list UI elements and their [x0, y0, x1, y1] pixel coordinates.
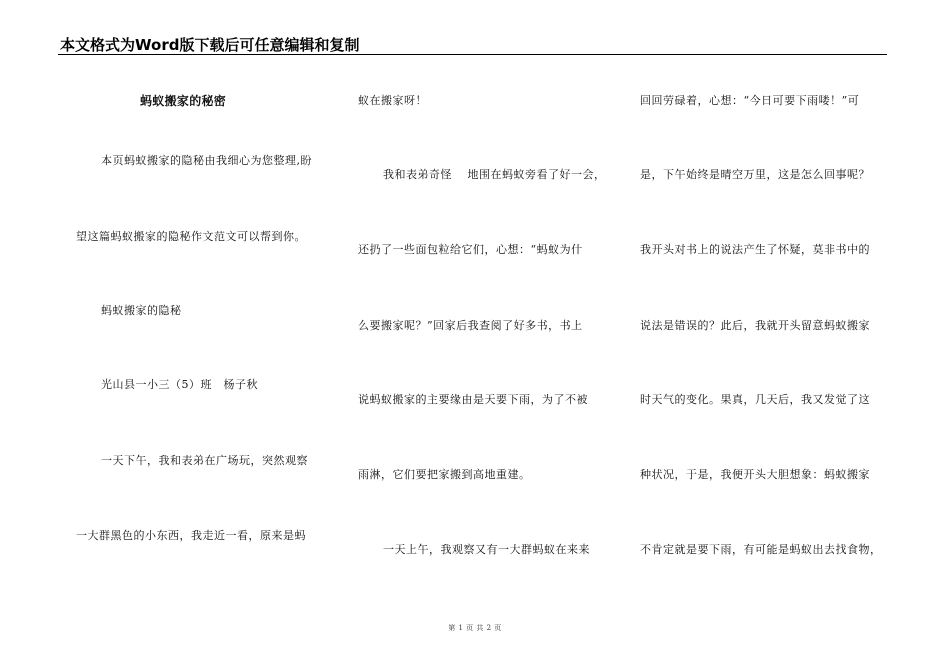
paragraph-line: 我开头对书上的说法产生了怀疑，莫非书中的	[640, 243, 870, 256]
header-title: 本文格式为Word版下载后可任意编辑和复制	[60, 36, 360, 54]
paragraph-line: 还扔了一些面包粒给它们，心想：“蚂蚁为什	[358, 243, 583, 256]
header-divider	[58, 54, 887, 55]
paragraph-line: 时天气的变化。果真，几天后，我又发觉了这	[640, 393, 870, 406]
paragraph-line: 说蚂蚁搬家的主要缘由是天要下雨，为了不被	[358, 393, 588, 406]
paragraph-line: 回回劳碌着，心想：“今日可要下雨喽！”可	[640, 94, 860, 107]
paragraph-line: 本页蚂蚁搬家的隐秘由我细心为您整理,盼	[101, 154, 312, 167]
paragraph-line: 光山县一小三（5）班 杨子秋	[101, 378, 258, 391]
paragraph-line: 说法是错误的？此后，我就开头留意蚂蚁搬家	[640, 319, 870, 332]
paragraph-line: 不肯定就是要下雨，有可能是蚂蚁出去找食物，	[640, 543, 882, 556]
paragraph-line: 雨淋，它们要把家搬到高地重建。	[358, 468, 531, 481]
paragraph-line: 蚂蚁搬家的隐秘	[101, 304, 182, 317]
paragraph-line: 一天上午，我观察又有一大群蚂蚁在来来	[383, 543, 590, 556]
paragraph-line: 一天下午，我和表弟在广场玩，突然观察	[101, 454, 308, 467]
paragraph-line: 一大群黑色的小东西，我走近一看，原来是蚂	[76, 529, 306, 542]
paragraph-line: 是，下午始终是晴空万里，这是怎么回事呢？	[640, 168, 870, 181]
document-title: 蚂蚁搬家的秘密	[140, 94, 227, 108]
page-number: 第 1 页 共 2 页	[448, 624, 502, 632]
paragraph-line: 望这篇蚂蚁搬家的隐秘作文范文可以帮到你。	[76, 230, 306, 243]
paragraph-line: 蚁在搬家呀！	[358, 94, 427, 107]
paragraph-line: 种状况，于是，我便开头大胆想象：蚂蚁搬家	[640, 468, 870, 481]
paragraph-line: 我和表弟奇怪 地围在蚂蚁旁看了好一会，	[383, 168, 606, 181]
paragraph-line: 么要搬家呢？”回家后我查阅了好多书，书上	[358, 319, 583, 332]
